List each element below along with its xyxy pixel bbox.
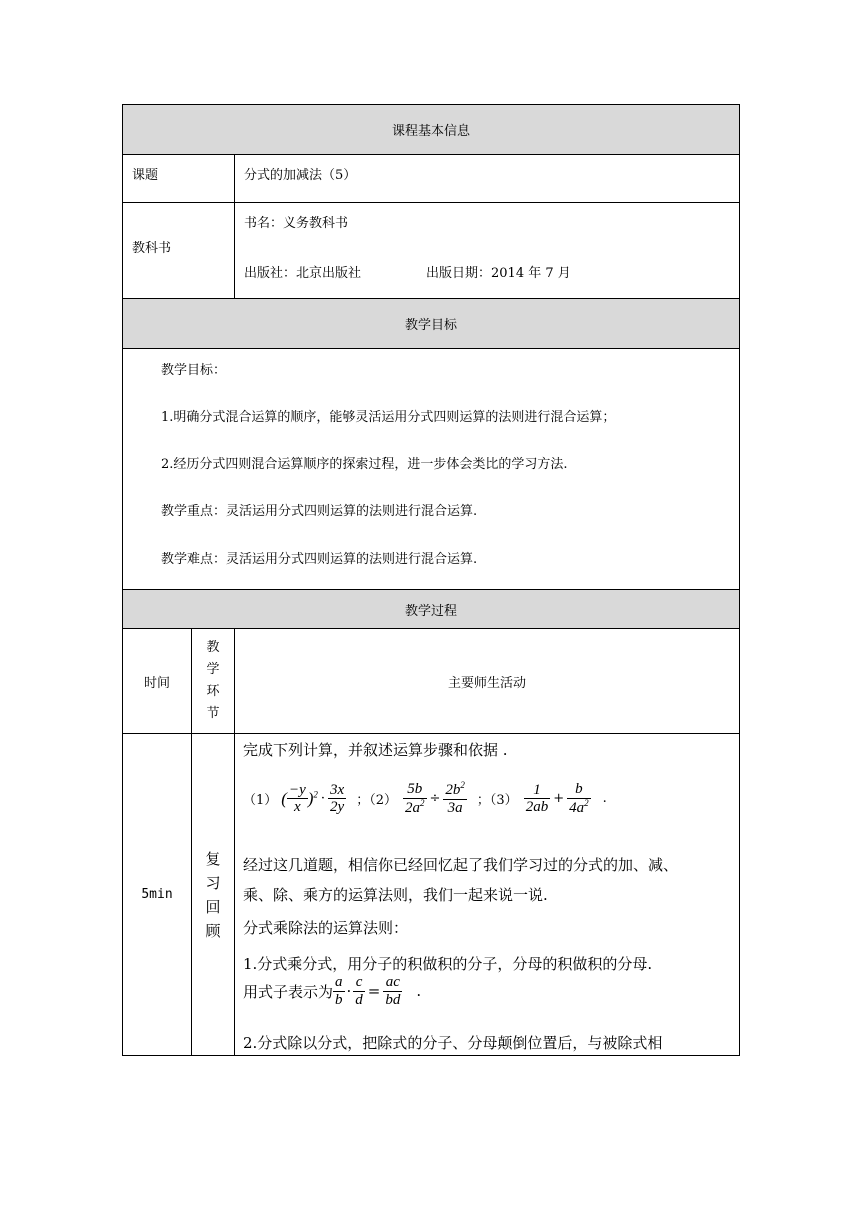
rule-title: 分式乘除法的运算法则： xyxy=(243,919,409,937)
recall-line-1: 经过这几道题，相信你已经回忆起了我们学习过的分式的加、减、 xyxy=(243,856,679,874)
process-stage-cell xyxy=(191,733,235,1056)
textbook-publisher: 出版社：北京出版社 xyxy=(244,266,362,281)
exercise-line xyxy=(243,781,607,816)
goals-difficulty: 教学难点：灵活运用分式四则运算的法则进行混合运算. xyxy=(161,552,478,567)
goals-item-2: 2.经历分式四则混合运算顺序的探索过程，进一步体会类比的学习方法. xyxy=(161,457,568,472)
process-stage xyxy=(192,734,234,1055)
rule-1-dot: · xyxy=(346,982,352,1000)
rule-1-line-1: 1.分式乘分式，用分子的积做积的分子，分母的积做积的分母. xyxy=(243,955,653,973)
exercise-3-fraction-b: $\frac{b}{4a^2}$ xyxy=(569,781,589,816)
rule-2-line-1: 2.分式除以分式，把除式的分子、分母颠倒位置后，与被除式相 xyxy=(243,1034,663,1052)
section-goals-title: 教学目标 xyxy=(404,318,457,333)
section-process-header xyxy=(122,589,740,629)
topic-label-cell xyxy=(122,154,235,203)
goals-content-cell xyxy=(122,348,740,590)
process-stage-char: 回 xyxy=(205,897,221,916)
textbook-publish-date: 出版日期：2014 年 7 月 xyxy=(426,266,571,281)
exercise-end: . xyxy=(602,791,607,806)
rule-1-fraction-b: $\frac{c}{d}$ xyxy=(355,974,363,1008)
textbook-book-name: 书名：义务教科书 xyxy=(244,216,349,231)
exercise-1-dot: · xyxy=(320,791,326,806)
exercise-1-label: （1） xyxy=(243,793,278,808)
rule-1-end: . xyxy=(416,982,422,1000)
process-header-time-cell xyxy=(122,628,192,734)
exercise-2-divide: ÷ xyxy=(429,791,441,806)
section-goals-header xyxy=(122,298,740,349)
process-header-stage xyxy=(192,629,234,733)
exercise-1-paren-close: )$^2$ xyxy=(307,788,318,808)
rule-1-line-2: 用式子表示为 xyxy=(243,982,334,1001)
topic-value: 分式的加减法（5） xyxy=(244,168,357,183)
process-header-time: 时间 xyxy=(143,675,170,691)
goals-key-point: 教学重点：灵活运用分式四则运算的法则进行混合运算. xyxy=(161,504,478,519)
rule-1-fraction-c: $\frac{ac}{bd}$ xyxy=(385,974,401,1008)
process-header-stage-char: 学 xyxy=(206,662,220,677)
process-header-stage-char: 环 xyxy=(206,684,220,699)
exercise-2-fraction-b: $\frac{2b^2}{3a}$ xyxy=(445,780,465,816)
process-activity-cell xyxy=(234,733,740,1056)
section-basic-title: 课程基本信息 xyxy=(391,124,470,139)
exercise-2-label: ；（2） xyxy=(356,793,397,808)
topic-label: 课题 xyxy=(132,168,159,183)
exercise-2-fraction-a: $\frac{5b}{2a^2}$ xyxy=(405,781,425,816)
process-header-activity: 主要师生活动 xyxy=(447,675,526,691)
rule-1-formula-line xyxy=(243,974,421,1008)
exercise-1-fraction-b: $\frac{3x}{2y}$ xyxy=(330,781,345,815)
process-header-activity-cell xyxy=(234,628,740,734)
textbook-label: 教科书 xyxy=(132,241,172,256)
goals-item-1: 1.明确分式混合运算的顺序，能够灵活运用分式四则运算的法则进行混合运算； xyxy=(161,410,616,425)
process-stage-char: 复 xyxy=(205,849,221,868)
process-stage-char: 习 xyxy=(205,873,221,892)
section-process-title: 教学过程 xyxy=(404,603,457,619)
exercise-1-paren-open: ( xyxy=(281,788,287,808)
recall-line-2: 乘、除、乘方的运算法则，我们一起来说一说. xyxy=(243,886,548,904)
process-intro: 完成下列计算，并叙述运算步骤和依据 . xyxy=(243,741,508,759)
textbook-label-cell xyxy=(122,202,235,299)
exercise-1-fraction-a: $\frac{-y}{x}$ xyxy=(288,781,306,815)
topic-value-cell xyxy=(234,154,740,203)
rule-1-equals: = xyxy=(367,982,381,1000)
exercise-3-plus: + xyxy=(553,791,565,806)
process-time-cell xyxy=(122,733,192,1056)
section-basic-header xyxy=(122,104,740,155)
textbook-value-cell xyxy=(234,202,740,299)
process-header-stage-cell xyxy=(191,628,235,734)
process-stage-char: 顾 xyxy=(205,921,221,940)
process-time: 5min xyxy=(141,887,173,902)
rule-1-fraction-a: $\frac{a}{b}$ xyxy=(335,974,343,1008)
process-header-stage-char: 教 xyxy=(206,640,220,655)
process-header-stage-char: 节 xyxy=(206,706,220,721)
exercise-3-fraction-a: $\frac{1}{2ab}$ xyxy=(525,781,549,815)
goals-heading: 教学目标： xyxy=(161,363,227,378)
exercise-3-label: ；（3） xyxy=(476,793,518,808)
